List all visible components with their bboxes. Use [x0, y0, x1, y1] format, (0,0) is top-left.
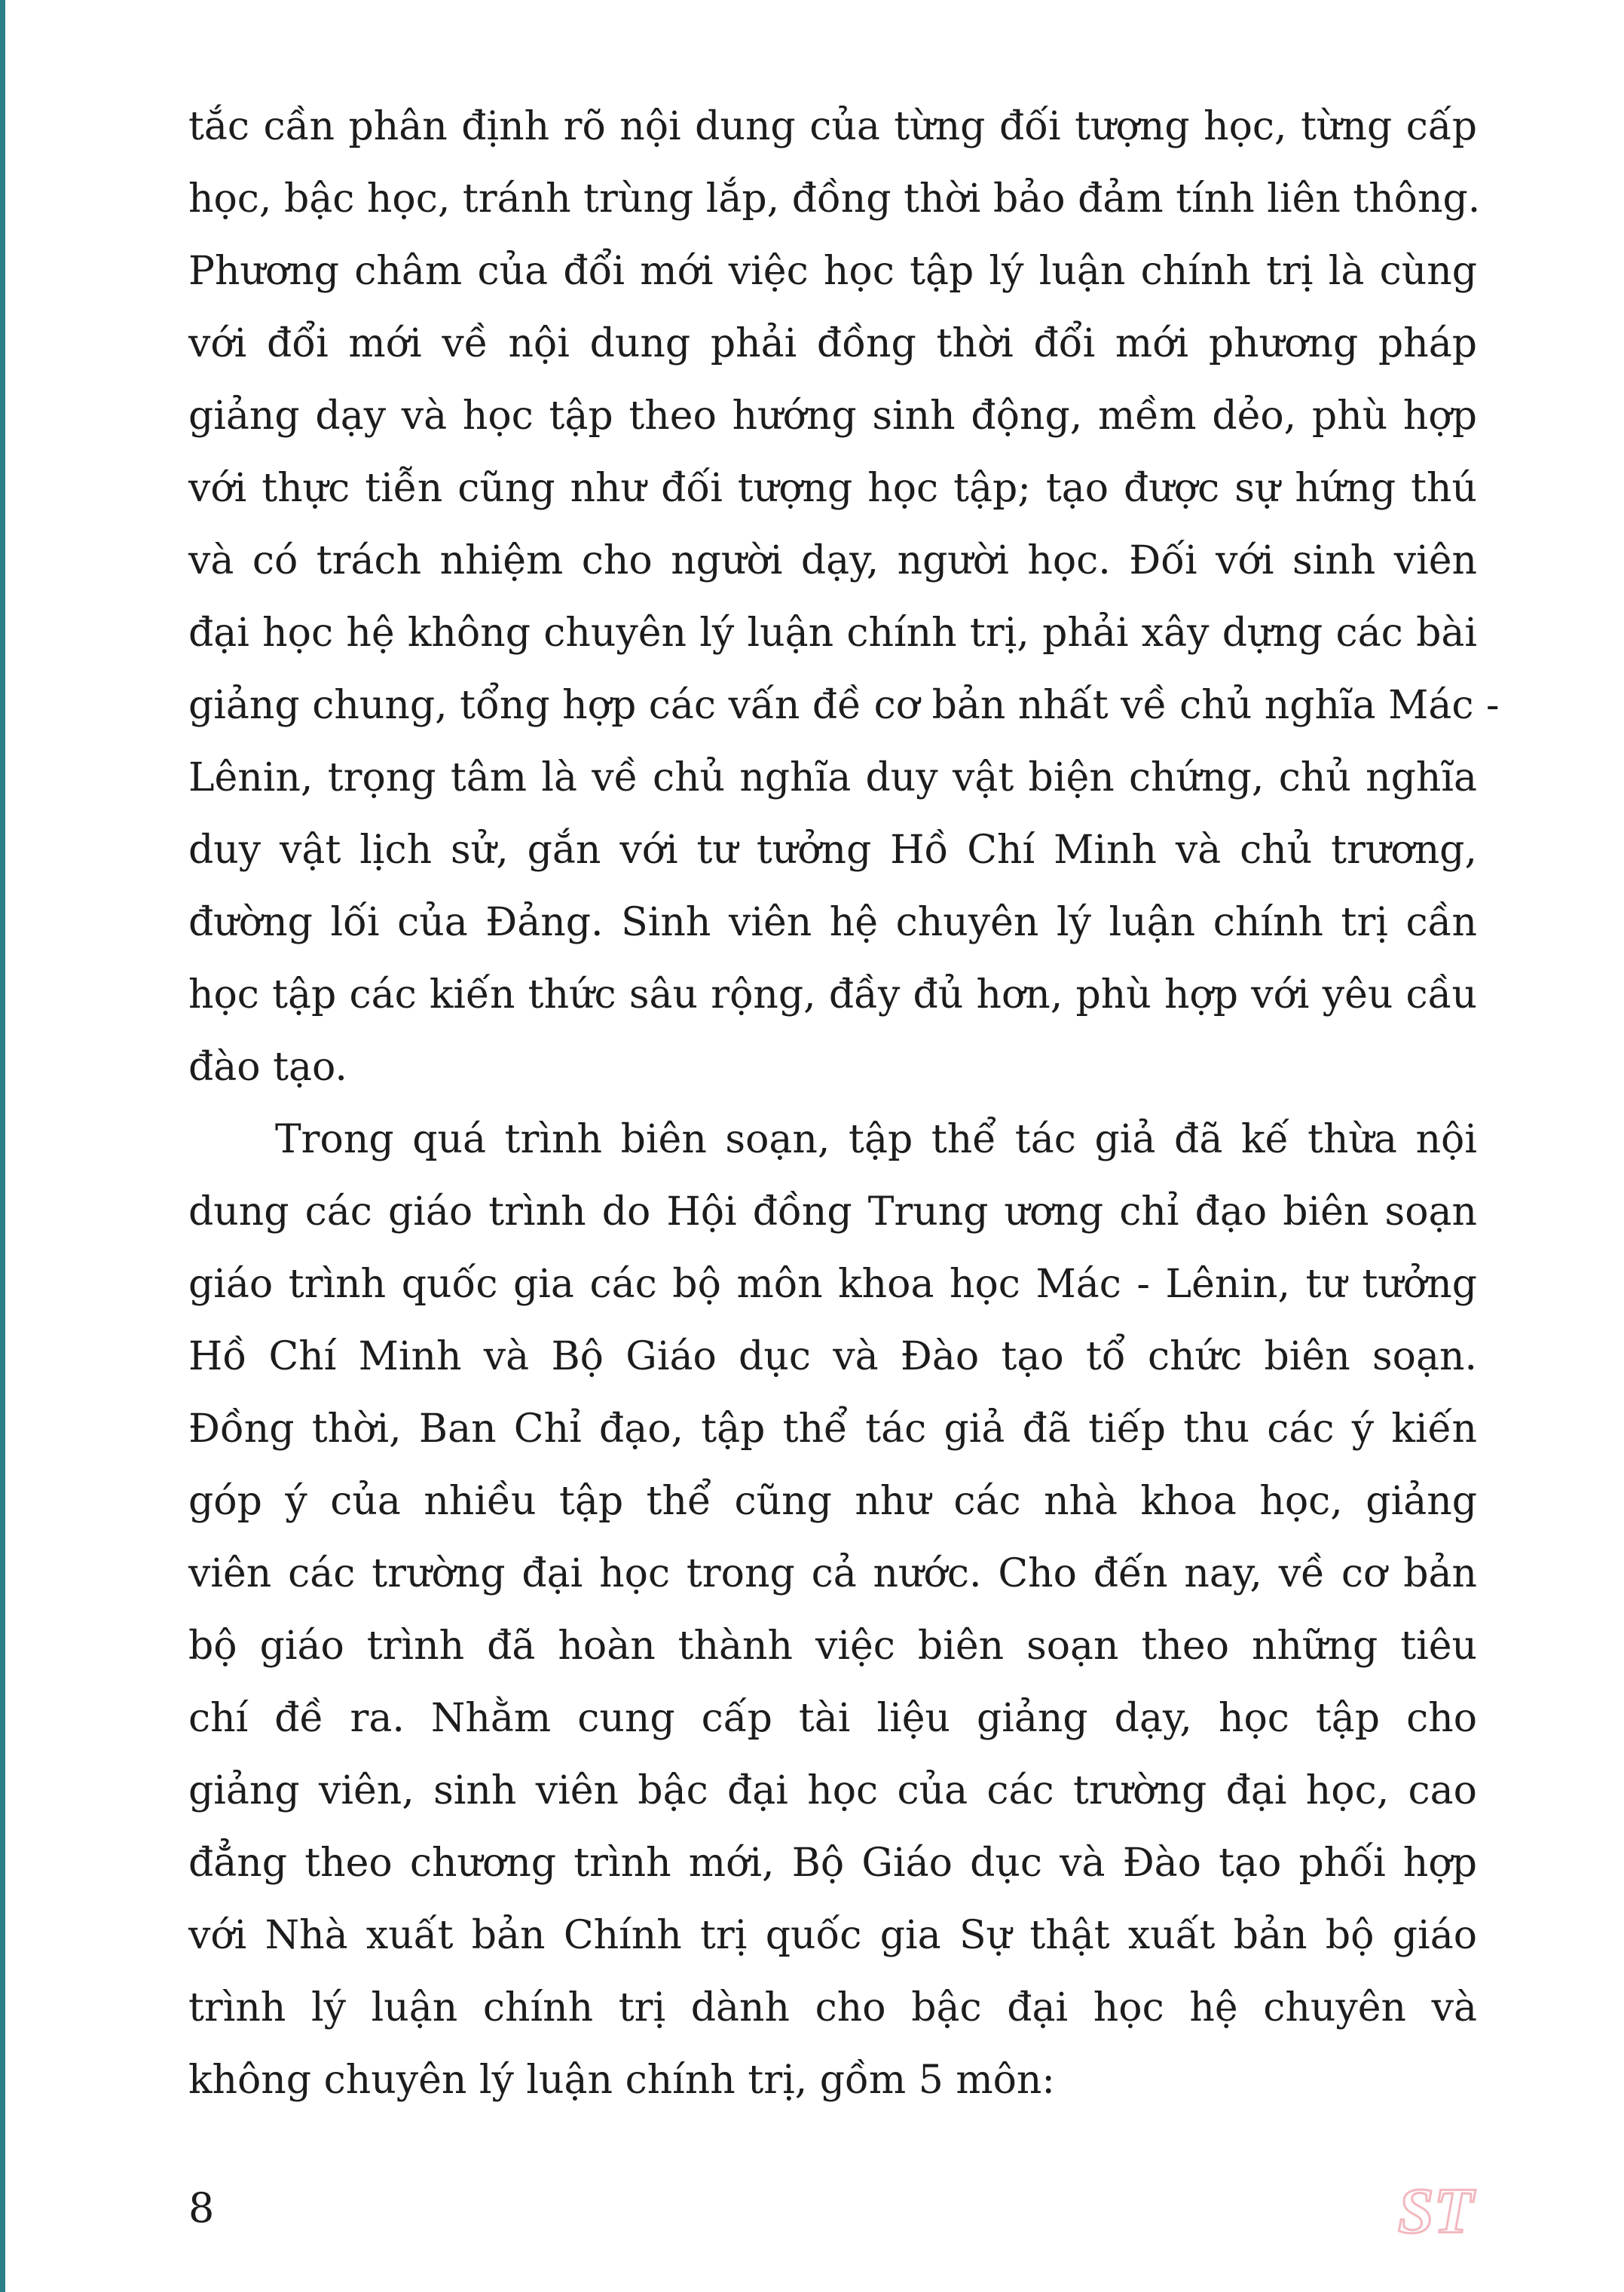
text-line: dung các giáo trình do Hội đồng Trung ương chỉ đạo biên soạn — [188, 1189, 1477, 1235]
page-edge — [0, 0, 5, 2292]
text-line: học, bậc học, tránh trùng lắp, đồng thời bảo đảm tính liên thông. — [188, 176, 1481, 222]
text-line: với đổi mới về nội dung phải đồng thời đổi mới phương pháp — [188, 321, 1477, 366]
text-line: bộ giáo trình đã hoàn thành việc biên soạn theo những tiêu — [188, 1623, 1477, 1669]
paragraph-2 — [188, 1103, 1477, 2116]
text-line: viên các trường đại học trong cả nước. Cho đến nay, về cơ bản — [188, 1551, 1477, 1596]
text-line: đào tạo. — [188, 1045, 347, 1090]
publisher-logo — [1394, 2171, 1477, 2246]
text-line: Phương châm của đổi mới việc học tập lý luận chính trị là cùng — [188, 249, 1477, 294]
text-line: với Nhà xuất bản Chính trị quốc gia Sự thật xuất bản bộ giáo — [188, 1913, 1477, 1958]
text-line: Lênin, trọng tâm là về chủ nghĩa duy vật biện chứng, chủ nghĩa — [188, 755, 1477, 800]
text-line: góp ý của nhiều tập thể cũng như các nhà khoa học, giảng — [188, 1479, 1477, 1524]
text-line: Trong quá trình biên soạn, tập thể tác giả đã kế thừa nội — [275, 1117, 1477, 1162]
body-text — [188, 90, 1500, 2116]
text-line: đẳng theo chương trình mới, Bộ Giáo dục và Đào tạo phối hợp — [188, 1841, 1477, 1886]
text-line: và có trách nhiệm cho người dạy, người học. Đối với sinh viên — [188, 538, 1477, 583]
text-line: học tập các kiến thức sâu rộng, đầy đủ hơn, phù hợp với yêu cầu — [188, 972, 1477, 1017]
text-line: giảng viên, sinh viên bậc đại học của các trường đại học, cao — [188, 1768, 1477, 1813]
text-line: Đồng thời, Ban Chỉ đạo, tập thể tác giả đã tiếp thu các ý kiến — [188, 1406, 1477, 1452]
text-line: chí đề ra. Nhằm cung cấp tài liệu giảng dạy, học tập cho — [188, 1696, 1477, 1741]
text-line: trình lý luận chính trị dành cho bậc đại học hệ chuyên và — [188, 1985, 1477, 2030]
paragraph-1 — [188, 90, 1500, 1103]
text-line: Hồ Chí Minh và Bộ Giáo dục và Đào tạo tổ chức biên soạn. — [188, 1334, 1477, 1379]
svg-text:ST: ST — [1397, 2174, 1474, 2246]
text-line: duy vật lịch sử, gắn với tư tưởng Hồ Chí Minh và chủ trương, — [188, 828, 1477, 873]
text-line: tắc cần phân định rõ nội dung của từng đối tượng học, từng cấp — [188, 104, 1477, 149]
text-line: đường lối của Đảng. Sinh viên hệ chuyên lý luận chính trị cần — [188, 900, 1477, 945]
text-line: giảng chung, tổng hợp các vấn đề cơ bản nhất về chủ nghĩa Mác - — [188, 683, 1500, 728]
text-line: không chuyên lý luận chính trị, gồm 5 môn: — [188, 2058, 1055, 2103]
text-line: giảng dạy và học tập theo hướng sinh động, mềm dẻo, phù hợp — [188, 393, 1477, 439]
text-line: với thực tiễn cũng như đối tượng học tập; tạo được sự hứng thú — [188, 466, 1477, 511]
text-line: đại học hệ không chuyên lý luận chính trị, phải xây dựng các bài — [188, 610, 1477, 656]
page-number: 8 — [188, 2184, 215, 2232]
text-line: giáo trình quốc gia các bộ môn khoa học Mác - Lênin, tư tưởng — [188, 1262, 1477, 1307]
